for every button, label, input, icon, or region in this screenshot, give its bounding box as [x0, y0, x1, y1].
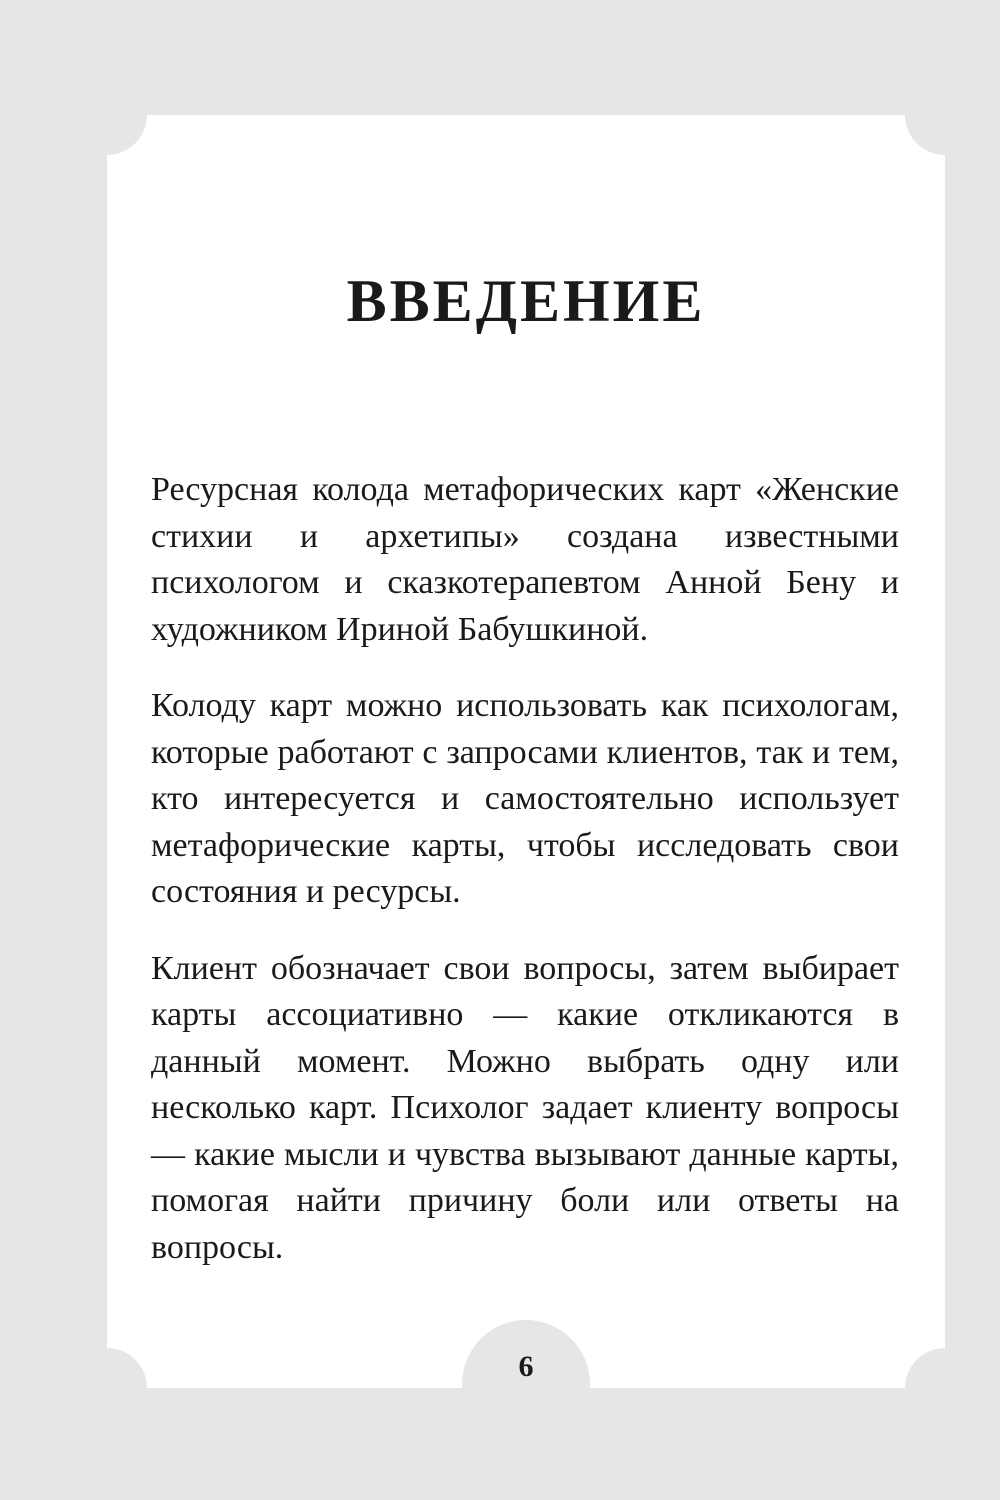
paragraph-process: Клиент обозначает свои вопросы, затем выбирает карты ассоциативно — какие откликаются в данный момент. Можно выбрать одну или несколько карт. Психолог задает клиенту вопросы — какие мысли и чувства вызывают данные карты, помогая найти причину боли или ответы на вопросы.	[151, 949, 899, 1266]
corner-notch-top-left	[107, 115, 147, 155]
page-title: ВВЕДЕНИЕ	[346, 268, 706, 334]
page-number: 6	[518, 1350, 534, 1383]
corner-notch-bottom-left	[107, 1348, 147, 1388]
body-text	[151, 467, 899, 1301]
corner-notch-top-right	[905, 115, 945, 155]
paragraph-usage: Колоду карт можно использовать как психологам, которые работают с запросами клиентов, так и тем, кто интересуется и самостоятельно использует метафорические карты, чтобы исследовать свои состояния и ресурсы.	[151, 687, 899, 910]
corner-notch-bottom-right	[905, 1348, 945, 1388]
paragraph-intro: Ресурсная колода метафорических карт «Женские стихии и архетипы» создана известными психологом и сказкотерапевтом Анной Бену и художником Ириной Бабушкиной.	[151, 471, 899, 648]
page-card	[107, 115, 945, 1388]
